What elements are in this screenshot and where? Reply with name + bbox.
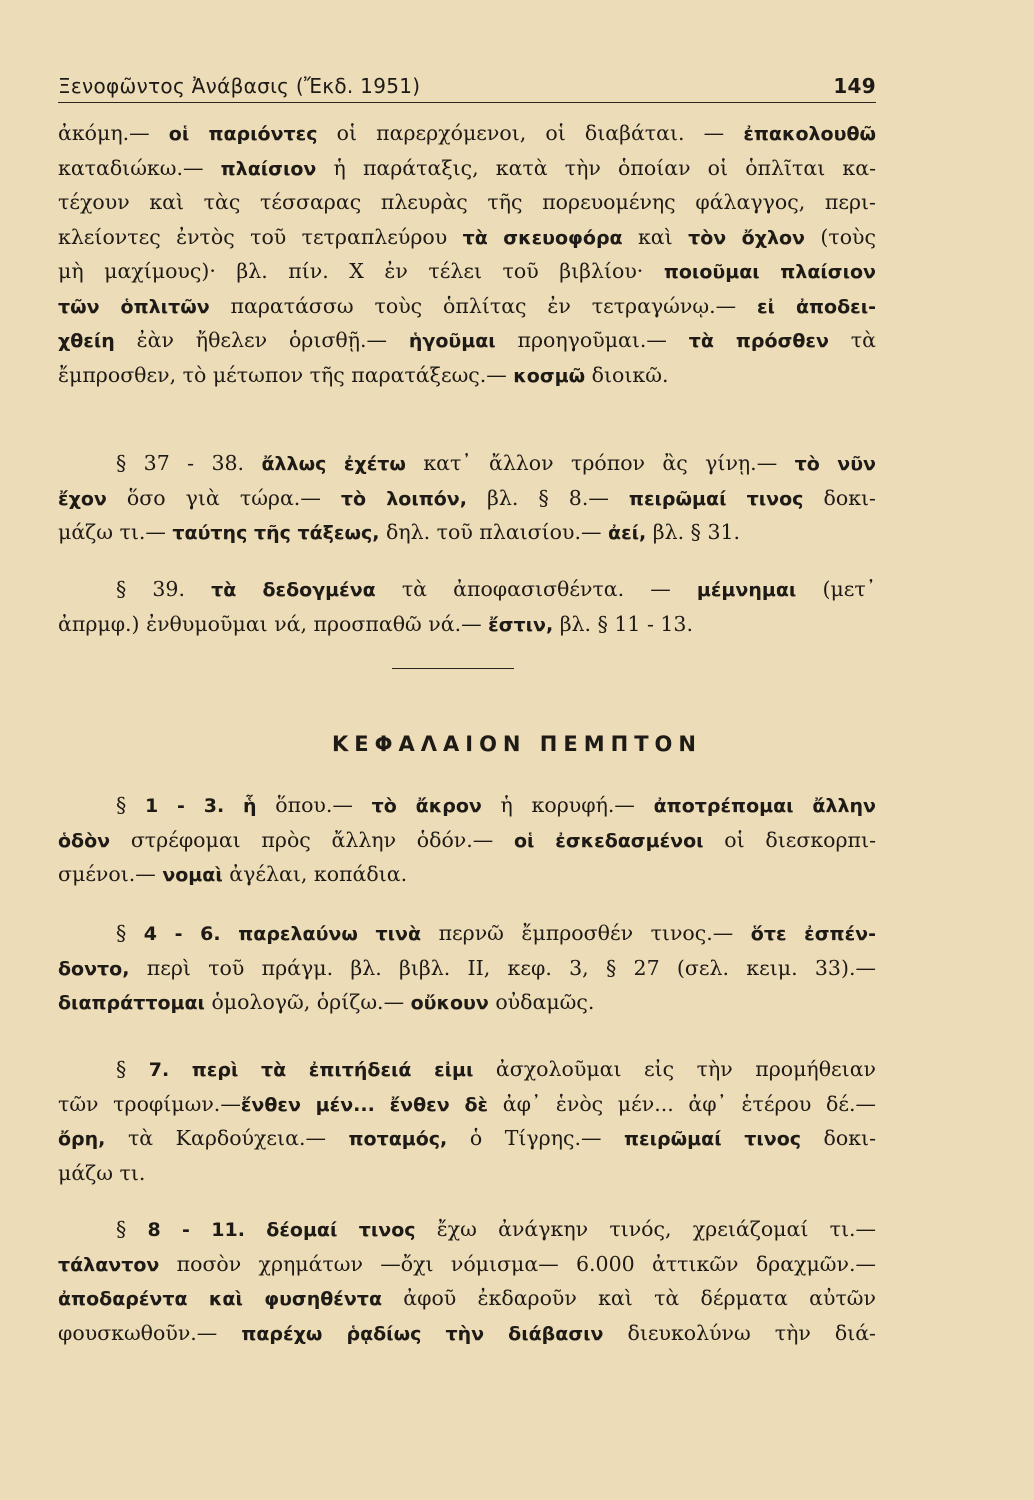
text-segment: δοκι- (803, 485, 876, 510)
bold-term: τὸ νῦν (794, 453, 877, 475)
text-segment: ἀκόμη.— (58, 121, 169, 145)
bold-term: παρέχω ῥᾳδίως τὴν διάβασιν (241, 1322, 604, 1345)
text-line (58, 1212, 876, 1247)
text-segment: ἀπρμφ.) ἐνθυμοῦμαι νά, προσπαθῶ νά.— (58, 611, 489, 636)
text-segment: τέχουν καὶ τὰς τέσσαρας πλευρὰς τῆς πορευομένης φάλαγγος, περι- (58, 190, 876, 214)
text-line (58, 857, 876, 892)
bold-term: τάλαντον (58, 1253, 160, 1276)
bold-term: τὰ δεδογμένα (211, 579, 376, 601)
text-segment: διευκολύνω τὴν διά- (603, 1320, 876, 1345)
text-line (58, 1316, 876, 1351)
bold-term: ἀποτρέπομαι ἄλλην (653, 795, 876, 817)
bold-term: εἰ ἀποδει- (756, 295, 876, 318)
text-line (58, 1121, 876, 1156)
chapter-title: ΚΕΦΑΛΑΙΟΝ ΠΕΜΠΤΟΝ (332, 732, 702, 756)
text-segment: διοικῶ. (585, 362, 669, 387)
bold-term: ἐπακολουθῶ (743, 123, 877, 145)
text-line (58, 1156, 876, 1191)
bold-term: ἄλλως ἐχέτω (261, 453, 406, 475)
text-line (58, 358, 876, 393)
running-header (58, 74, 876, 103)
bold-term: ὅτε ἐσπέν- (750, 923, 876, 945)
bold-term: τὸν ὄχλον (688, 226, 805, 249)
text-segment: μὴ μαχίμους)· βλ. πίν. Χ ἐν τέλει τοῦ βιβλίου· (58, 259, 664, 283)
paragraph-section-1-3 (58, 788, 876, 892)
paragraph-section-39 (58, 572, 876, 641)
text-line (58, 1247, 876, 1282)
bold-term: πλαίσιον (220, 157, 317, 180)
bold-term: ἔστιν, (488, 613, 554, 636)
text-segment: βλ. § 11 - 13. (553, 611, 693, 636)
bold-term: οἱ παριόντες (168, 123, 318, 145)
bold-term: 4 - 6. παρελαύνω τινὰ (143, 923, 422, 945)
text-segment: § (116, 921, 144, 945)
bold-term: ποταμός, (348, 1128, 448, 1150)
text-segment: ὅπου.— (256, 793, 372, 817)
bold-term: ἔνθεν μέν... ἔνθεν δὲ (240, 1093, 489, 1116)
section-divider (392, 668, 514, 669)
text-segment: βλ. § 8.— (466, 485, 629, 510)
text-line (58, 985, 876, 1020)
text-segment: ποσὸν χρημάτων —ὄχι νόμισμα— 6.000 ἀττικῶν δραχμῶν.— (159, 1251, 876, 1276)
bold-term: οἱ ἐσκεδασμένοι (513, 829, 704, 852)
bold-term: χθείη (58, 330, 115, 352)
text-segment: ἡ παράταξις, κατὰ τὴν ὁποίαν οἱ ὁπλῖται κα- (316, 155, 877, 180)
paragraph-section-4-6 (58, 916, 876, 1020)
text-line (58, 823, 876, 858)
text-segment: ὅσο γιὰ τώρα.— (106, 485, 341, 510)
bold-term: ποιοῦμαι πλαίσιον (663, 261, 876, 283)
text-line (58, 1281, 876, 1316)
text-segment: σμένοι.— (58, 862, 163, 886)
text-segment: κλείοντες ἐντὸς τοῦ τετραπλεύρου (58, 224, 463, 249)
bold-term: κοσμῶ (513, 364, 586, 387)
text-line (58, 788, 876, 823)
text-segment: ἡ κορυφή.— (481, 793, 654, 817)
text-segment: μάζω τι.— (58, 520, 173, 544)
text-line (58, 1052, 876, 1087)
bold-term: οὔκουν (410, 992, 489, 1014)
bold-term: 1 - 3. ἧ (144, 795, 257, 817)
text-segment: τὰ (828, 328, 876, 352)
text-segment: βλ. § 31. (646, 520, 741, 544)
text-segment: δοκι- (801, 1126, 877, 1150)
paragraph-section-8-11 (58, 1212, 876, 1350)
paragraph-notes-continued (58, 116, 876, 392)
text-segment: τῶν τροφίμων.— (58, 1091, 241, 1116)
paragraph-section-37-38 (58, 446, 876, 550)
text-segment: μάζω τι. (58, 1160, 146, 1185)
text-segment: περνῶ ἔμπροσθέν τινος.— (421, 921, 751, 945)
bold-term: ὄρη, (58, 1128, 106, 1150)
text-segment: καὶ (622, 224, 689, 249)
bold-term: 7. περὶ τὰ ἐπιτήδειά εἰμι (148, 1059, 474, 1081)
text-line (58, 323, 876, 358)
text-line (58, 515, 876, 550)
text-segment: καταδιώκω.— (58, 155, 221, 180)
text-line (58, 446, 876, 481)
text-segment: ὁμολογῶ, ὁρίζω.— (204, 990, 411, 1014)
page-number: 149 (833, 74, 876, 98)
text-segment: ἔχω ἀνάγκην τινός, χρειάζομαί τι.— (415, 1217, 876, 1241)
text-segment: παρατάσσω τοὺς ὁπλίτας ἐν τετραγώνῳ.— (209, 293, 757, 318)
text-segment: φουσκωθοῦν.— (58, 1320, 242, 1345)
bold-term: νομαὶ (162, 864, 223, 886)
bold-term: τὸ ἄκρον (371, 795, 482, 817)
bold-term: μέμνημαι (696, 579, 797, 601)
text-segment: (τοὺς (805, 224, 877, 249)
text-segment: ἀφοῦ ἐκδαροῦν καὶ τὰ δέρματα αὐτῶν (382, 1286, 876, 1310)
text-segment: § 39. (116, 577, 212, 601)
bold-term: ἔχον (58, 487, 107, 510)
text-segment: § (116, 1057, 149, 1081)
text-segment: περὶ τοῦ πράγμ. βλ. βιβλ. II, κεφ. 3, § 27 (σελ. κειμ. 33).— (129, 955, 876, 980)
text-segment: § (116, 793, 145, 817)
text-line (58, 481, 876, 516)
bold-term: πειρῶμαί τινος (628, 487, 804, 510)
bold-term: ἀποδαρέντα καὶ φυσηθέντα (58, 1288, 382, 1310)
bold-term: 8 - 11. δέομαί τινος (147, 1219, 416, 1241)
text-line (58, 254, 876, 289)
bold-term: ἡγοῦμαι (408, 330, 496, 352)
bold-term: ἀεί, (608, 522, 647, 544)
text-line (58, 185, 876, 220)
text-segment: § (116, 1217, 148, 1241)
bold-term: τῶν ὁπλιτῶν (58, 295, 210, 318)
text-segment: (μετ᾽ (796, 577, 876, 601)
text-segment: δηλ. τοῦ πλαισίου.— (379, 520, 609, 544)
text-segment: ἔμπροσθεν, τὸ μέτωπον τῆς παρατάξεως.— (58, 362, 514, 387)
running-title: Ξενοφῶντος Ἀνάβασις (Ἔκδ. 1951) (58, 74, 421, 98)
text-segment: κατ᾽ ἄλλον τρόπον ἂς γίνῃ.— (405, 451, 795, 475)
bold-term: διαπράττομαι (58, 992, 205, 1014)
bold-term: δοντο, (58, 957, 130, 980)
bold-term: ὁδὸν (58, 829, 111, 852)
text-line (58, 220, 876, 255)
text-line (58, 151, 876, 186)
text-line (58, 116, 876, 151)
text-segment: στρέφομαι πρὸς ἄλλην ὁδόν.— (110, 827, 514, 852)
text-line (58, 607, 876, 642)
bold-term: τὰ σκευοφόρα (462, 226, 623, 249)
text-line (58, 1087, 876, 1122)
bold-term: τὸ λοιπόν, (340, 487, 467, 510)
text-segment: οἱ παρερχόμενοι, οἱ διαβάται. — (317, 121, 744, 145)
text-segment: τὰ Καρδούχεια.— (105, 1126, 349, 1150)
text-segment: προηγοῦμαι.— (495, 328, 689, 352)
text-segment: ἐὰν ἤθελεν ὁρισθῇ.— (114, 328, 409, 352)
text-line (58, 916, 876, 951)
text-segment: § 37 - 38. (116, 451, 262, 475)
text-segment: ἀφ᾽ ἑνὸς μέν... ἀφ᾽ ἑτέρου δέ.— (488, 1091, 876, 1116)
bold-term: ταύτης τῆς τάξεως, (172, 522, 380, 544)
bold-term: τὰ πρόσθεν (688, 330, 829, 352)
text-segment: οἱ διεσκορπι- (703, 827, 876, 852)
paragraph-section-7 (58, 1052, 876, 1190)
text-segment: οὐδαμῶς. (488, 990, 595, 1014)
text-segment: τὰ ἀποφασισθέντα. — (375, 577, 697, 601)
bold-term: πειρῶμαί τινος (624, 1128, 802, 1150)
text-line (58, 289, 876, 324)
text-segment: ἀγέλαι, κοπάδια. (222, 862, 408, 886)
text-segment: ὁ Τίγρης.— (447, 1126, 625, 1150)
text-segment: ἀσχολοῦμαι εἰς τὴν προμήθειαν (473, 1057, 876, 1081)
text-line (58, 951, 876, 986)
text-line (58, 572, 876, 607)
